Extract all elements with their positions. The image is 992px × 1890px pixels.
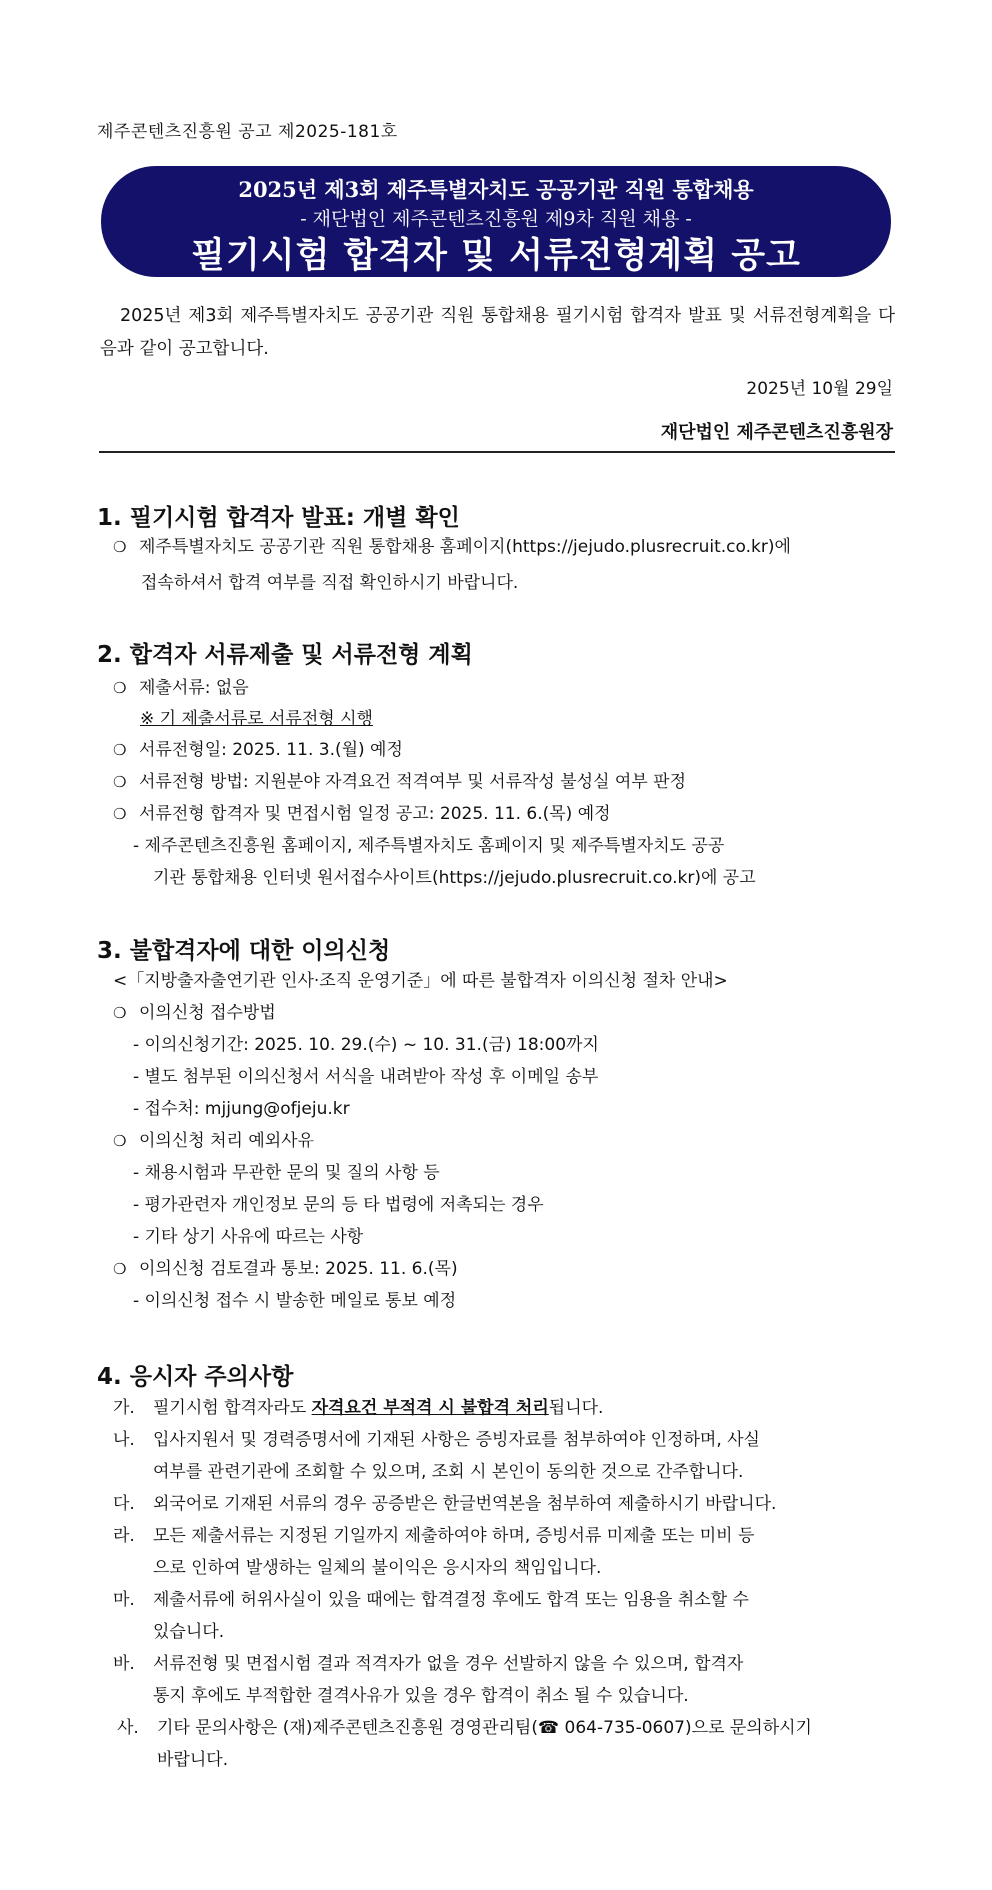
s4-ma-text: 제출서류에 허위사실이 있을 때에는 합격결정 후에도 합격 또는 임용을 취소할 수 xyxy=(153,1590,749,1610)
intro-paragraph: 2025년 제3회 제주특별자치도 공공기관 직원 통합채용 필기시험 합격자 발표 및 서류전형계획을 다음과 같이 공고합니다. xyxy=(100,306,895,359)
s4-item-sa xyxy=(117,1713,812,1744)
issuer-name: 재단법인 제주콘텐츠진흥원장 xyxy=(660,422,893,443)
s1-text-1: 제주특별자치도 공공기관 직원 통합채용 홈페이지(https://jejudo.plusrecruit.co.kr)에 xyxy=(139,537,791,557)
list-item: - 채용시험과 무관한 문의 및 질의 사항 등 xyxy=(133,1163,440,1183)
s2-announcement: 서류전형 합격자 및 면접시험 일정 공고: 2025. 11. 6.(목) 예정 xyxy=(139,804,611,824)
s1-bullet-1-cont: 접속하셔서 합격 여부를 직접 확인하시기 바랍니다. xyxy=(141,573,519,593)
list-item: - 이의신청 접수 시 발송한 메일로 통보 예정 xyxy=(133,1291,457,1311)
item-label: 마. xyxy=(113,1590,135,1610)
s2-submit-docs: 제출서류: 없음 xyxy=(139,678,249,698)
list-item: - 접수처: mjjung@ofjeju.kr xyxy=(133,1099,350,1119)
header-divider xyxy=(99,451,895,453)
circle-bullet-icon: ❍ xyxy=(113,1260,127,1278)
s2-bullet-1 xyxy=(113,673,249,704)
circle-bullet-icon: ❍ xyxy=(113,741,127,759)
s3-receipt-method: 이의신청 접수방법 xyxy=(139,1003,276,1023)
s3-result-notice: 이의신청 검토결과 통보: 2025. 11. 6.(목) xyxy=(139,1259,458,1279)
s4-item-na xyxy=(113,1425,760,1456)
s3-bullet-2 xyxy=(113,1126,314,1157)
s2-bullet-2 xyxy=(113,735,403,766)
s4-ga-suffix: 됩니다. xyxy=(548,1398,604,1418)
s4-da-text: 외국어로 기재된 서류의 경우 공증받은 한글번역본을 첨부하여 제출하시기 바랍니다. xyxy=(153,1494,777,1514)
item-label: 바. xyxy=(113,1654,135,1674)
item-label: 나. xyxy=(113,1430,135,1450)
section-3-title: 3. 불합격자에 대한 이의신청 xyxy=(97,938,391,964)
banner-title: 필기시험 합격자 및 서류전형계획 공고 xyxy=(191,236,801,276)
item-label: 가. xyxy=(113,1398,135,1418)
s4-na-text: 입사지원서 및 경력증명서에 기재된 사항은 증빙자료를 첨부하여야 인정하며, 사실 xyxy=(153,1430,760,1450)
s4-ga-text: 필기시험 합격자라도 xyxy=(153,1398,312,1418)
circle-bullet-icon: ❍ xyxy=(113,679,127,697)
s2-bullet-3 xyxy=(113,767,686,798)
banner-line-2: - 재단법인 제주콘텐츠진흥원 제9차 직원 채용 - xyxy=(300,208,692,230)
s4-item-da xyxy=(113,1489,776,1520)
s3-bullet-1 xyxy=(113,998,276,1029)
section-4-title: 4. 응시자 주의사항 xyxy=(97,1364,294,1390)
s4-ga-emphasis: 자격요건 부적격 시 불합격 처리 xyxy=(311,1398,549,1418)
s4-item-sa-cont: 바랍니다. xyxy=(157,1750,229,1770)
s4-item-ra-cont: 으로 인하여 발생하는 일체의 불이익은 응시자의 책임입니다. xyxy=(153,1558,602,1578)
s4-ba-text: 서류전형 및 면접시험 결과 적격자가 없을 경우 선발하지 않을 수 있으며, 합격자 xyxy=(153,1654,744,1674)
circle-bullet-icon: ❍ xyxy=(113,1132,127,1150)
s4-item-ga xyxy=(113,1393,603,1424)
section-2-title: 2. 합격자 서류제출 및 서류전형 계획 xyxy=(97,642,473,668)
s4-ra-text: 모든 제출서류는 지정된 기일까지 제출하여야 하며, 증빙서류 미제출 또는 미비 등 xyxy=(153,1526,755,1546)
s2-detail-1: - 제주콘텐츠진흥원 홈페이지, 제주특별자치도 홈페이지 및 제주특별자치도 공공 xyxy=(133,836,725,856)
s4-item-na-cont: 여부를 관련기관에 조회할 수 있으며, 조회 시 본인이 동의한 것으로 간주합니다. xyxy=(153,1462,744,1482)
s2-screening-method: 서류전형 방법: 지원분야 자격요건 적격여부 및 서류작성 불성실 여부 판정 xyxy=(139,772,687,792)
s3-exceptions: 이의신청 처리 예외사유 xyxy=(139,1131,315,1151)
s2-detail-1-cont: 기관 통합채용 인터넷 원서접수사이트(https://jejudo.plusrecruit.co.kr)에 공고 xyxy=(153,868,756,888)
list-item: - 평가관련자 개인정보 문의 등 타 법령에 저촉되는 경우 xyxy=(133,1195,544,1215)
s4-item-ba xyxy=(113,1649,743,1680)
s4-item-ra xyxy=(113,1521,754,1552)
s3-bullet-3 xyxy=(113,1254,458,1285)
s4-item-ma xyxy=(113,1585,749,1616)
s2-note: ※ 기 제출서류로 서류전형 시행 xyxy=(140,709,373,729)
s2-bullet-4 xyxy=(113,799,611,830)
s4-item-ba-cont: 통지 후에도 부적합한 결격사유가 있을 경우 합격이 취소 될 수 있습니다. xyxy=(153,1686,689,1706)
circle-bullet-icon: ❍ xyxy=(113,1004,127,1022)
banner-line-1: 2025년 제3회 제주특별자치도 공공기관 직원 통합채용 xyxy=(238,177,754,202)
s2-screening-date: 서류전형일: 2025. 11. 3.(월) 예정 xyxy=(139,740,403,760)
list-item: - 이의신청기간: 2025. 10. 29.(수) ~ 10. 31.(금) 18:00까지 xyxy=(133,1035,599,1055)
s4-item-ma-cont: 있습니다. xyxy=(153,1622,225,1642)
s3-subtitle: <「지방출자출연기관 인사·조직 운영기준」에 따른 불합격자 이의신청 절차 안내> xyxy=(113,971,728,991)
circle-bullet-icon: ❍ xyxy=(113,538,127,556)
section-1-title: 1. 필기시험 합격자 발표: 개별 확인 xyxy=(97,505,460,531)
s4-sa-text: 기타 문의사항은 (재)제주콘텐츠진흥원 경영관리팀(☎ 064-735-0607)으로 문의하시기 xyxy=(157,1718,812,1738)
s1-bullet-1 xyxy=(113,532,791,563)
circle-bullet-icon: ❍ xyxy=(113,805,127,823)
circle-bullet-icon: ❍ xyxy=(113,773,127,791)
item-label: 다. xyxy=(113,1494,135,1514)
list-item: - 기타 상기 사유에 따르는 사항 xyxy=(133,1227,364,1247)
title-banner xyxy=(101,166,891,277)
notice-number: 제주콘텐츠진흥원 공고 제2025-181호 xyxy=(97,122,398,142)
notice-date: 2025년 10월 29일 xyxy=(746,379,893,399)
item-label: 라. xyxy=(113,1526,135,1546)
list-item: - 별도 첨부된 이의신청서 서식을 내려받아 작성 후 이메일 송부 xyxy=(133,1067,599,1087)
item-label: 사. xyxy=(117,1718,139,1738)
